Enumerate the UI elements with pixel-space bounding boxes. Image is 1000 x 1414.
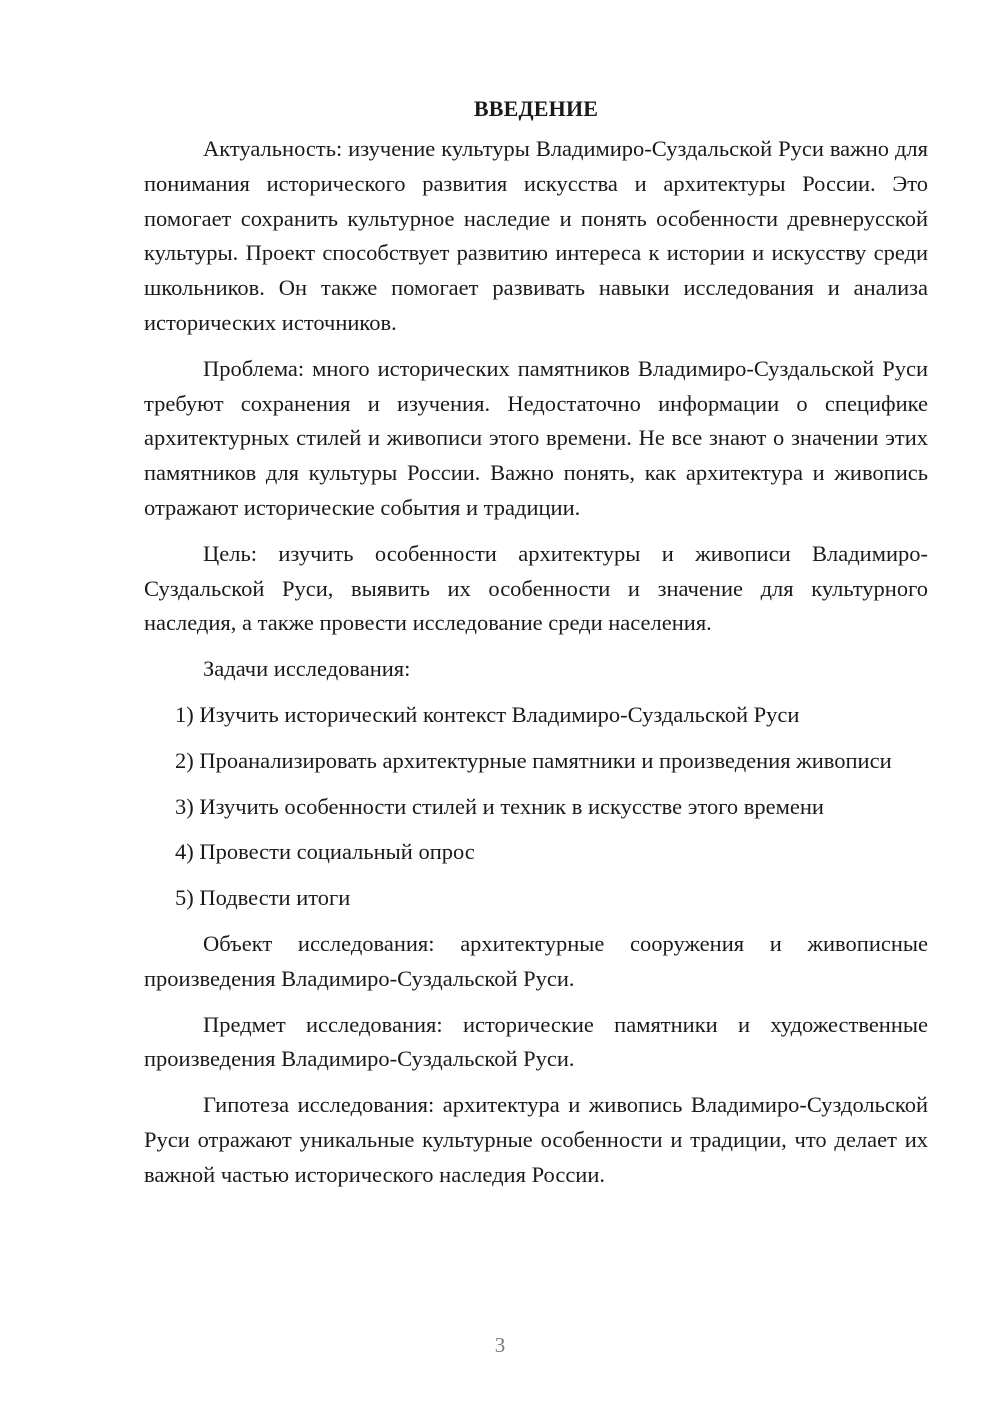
page-title: ВВЕДЕНИЕ	[473, 96, 599, 121]
hypothesis-paragraph: Гипотеза исследования: архитектура и живопись Владимиро-Суздольской Руси отражают уникальные культурные особенности и традиции, что делает их важной частью исторического наследия России.	[144, 1092, 928, 1187]
document-page	[144, 92, 928, 1204]
subject-paragraph: Предмет исследования: исторические памятники и художественные произведения Владимиро-Суздальской Руси.	[144, 1011, 928, 1072]
task-item-5: 5) Подвести итоги	[175, 885, 351, 911]
task-item-4: 4) Провести социальный опрос	[175, 839, 475, 865]
object-paragraph: Объект исследования: архитектурные сооружения и живописные произведения Владимиро-Суздальской Руси.	[144, 930, 928, 991]
problem-paragraph: Проблема: много исторических памятников Владимиро-Суздальской Руси требуют сохранения и изучения. Недостаточно информации о специфике архитектурных стилей и живописи этого времени. Не все знают о значении этих памятников для культуры России. Важно понять, как архитектура и живопись отражают исторические события и традиции.	[144, 355, 928, 520]
page-number: 3	[494, 1333, 506, 1357]
task-item-3: 3) Изучить особенности стилей и техник в искусстве этого времени	[175, 793, 824, 819]
tasks-heading: Задачи исследования:	[203, 656, 411, 682]
goal-paragraph: Цель: изучить особенности архитектуры и живописи Владимиро-Суздальской Руси, выявить их особенности и значение для культурного наследия, а также провести исследование среди населения.	[144, 540, 928, 636]
task-item-2: 2) Проанализировать архитектурные памятники и произведения живописи	[175, 747, 892, 773]
relevance-paragraph: Актуальность: изучение культуры Владимиро-Суздальской Руси важно для понимания исторического развития искусства и архитектуры России. Это помогает сохранить культурное наследие и понять особенности древнерусской культуры. Проект способствует развитию интереса к истории и искусству среди школьников. Он также помогает развивать навыки исследования и анализа исторических источников.	[144, 136, 928, 335]
task-item-1: 1) Изучить исторический контекст Владимиро-Суздальской Руси	[175, 701, 800, 727]
